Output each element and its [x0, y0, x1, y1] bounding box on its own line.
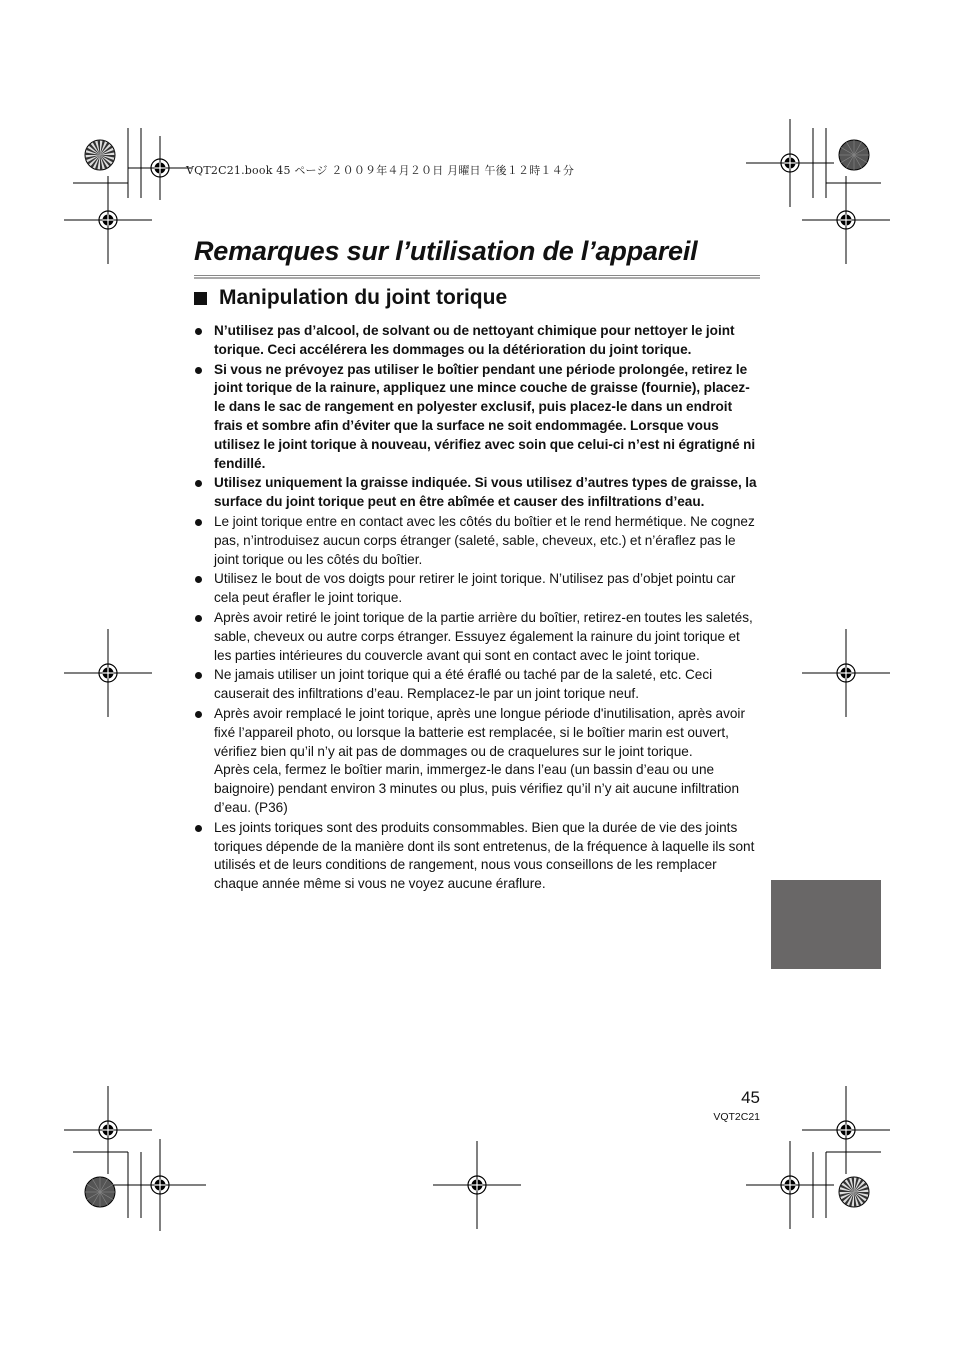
registration-disc-icon	[839, 140, 869, 170]
bullet-icon	[195, 825, 202, 832]
bullet-icon	[195, 328, 202, 335]
list-item-text: Utilisez le bout de vos doigts pour retirer le joint torique. N’utilisez pas d’objet pointu car cela peut érafler le joint torique.	[214, 571, 736, 606]
crosshair-icon	[433, 1141, 521, 1229]
crosshair-icon	[802, 1086, 890, 1174]
crosshair-icon	[64, 629, 152, 717]
list-item-text: Utilisez uniquement la graisse indiquée. Si vous utilisez d’autres types de graisse, la surface du joint torique peut en être abîmée et causer des infiltrations d’eau.	[214, 475, 757, 510]
list-item	[194, 322, 760, 360]
title-rule	[194, 275, 760, 279]
list-item	[194, 609, 760, 665]
crosshair-icon	[802, 629, 890, 717]
list-item	[194, 513, 760, 569]
list-item-text: Le joint torique entre en contact avec les côtés du boîtier et le rend hermétique. Ne cognez pas, n’introduisez aucun corps étranger (saleté, sable, cheveux, etc.) et n’éraflez pas le joint torique ou les côtés du boîtier.	[214, 513, 755, 567]
list-item-text: Après avoir retiré le joint torique de la partie arrière du boîtier, retirez-en toutes les saletés, sable, cheveux ou autre corps étranger. Essuyez également la rainure du joint torique et les parties intérieures du couvercle avant qui sont en contact avec le joint torique.	[214, 609, 753, 663]
section-heading-text: Manipulation du joint torique	[219, 286, 508, 309]
bullet-icon	[195, 576, 202, 583]
list-item	[194, 570, 760, 608]
crosshair-icon	[64, 176, 152, 264]
list-item-text: Les joints toriques sont des produits consommables. Bien que la durée de vie des joints toriques dépende de la manière dont ils sont entretenus, de la fréquence à laquelle ils sont utilisés et de leurs conditions de rangement, nous vous conseillons de les remplacer chaque année même si vous ne voyez aucune éraflure.	[214, 819, 755, 892]
list-item	[194, 819, 760, 894]
page-number: 45	[741, 1088, 760, 1107]
bullet-icon	[195, 672, 202, 679]
bullet-icon	[195, 711, 202, 718]
bullet-icon	[195, 519, 202, 526]
list-item-text: Si vous ne prévoyez pas utiliser le boîtier pendant une période prolongée, retirez le joint torique de la rainure, appliquez une mince couche de graisse (fournie), placez-le dans le sac de rangement en polyester exclusif, puis placez-le dans un endroit frais et sombre afin d’éviter que la surface ne soit endommagée. Lorsque vous utilisez le joint torique à nouveau, vérifiez avec soin que celui-ci n’est ni égratigné ni fendillé.	[214, 361, 756, 471]
crosshair-icon	[128, 136, 192, 200]
bullet-icon	[195, 367, 202, 374]
bullet-icon	[195, 480, 202, 487]
crosshair-icon	[64, 1086, 152, 1174]
list-item	[194, 705, 760, 818]
list-item	[194, 361, 760, 474]
registration-disc-icon	[85, 1177, 115, 1207]
crosshair-icon	[746, 119, 834, 207]
list-item-text: Ne jamais utiliser un joint torique qui a été éraflé ou taché par de la saleté, etc. Ceci causerait des infiltrations d’eau. Remplacez-le par un joint torique neuf.	[214, 667, 713, 702]
section-side-tab	[771, 880, 881, 969]
crosshair-icon	[746, 1141, 834, 1229]
print-header: VQT2C21.book 45 ページ ２００９年４月２０日 月曜日 午後１２時１４分	[186, 164, 575, 177]
section-heading	[194, 286, 507, 310]
list-item-continuation: Après cela, fermez le boîtier marin, immergez-le dans l’eau (un bassin d’eau ou une baignoire) pendant environ 3 minutes ou plus, puis vérifiez qu’il n’y ait aucune infiltration d’eau. (P36)	[214, 762, 740, 815]
list-item-text: Après avoir remplacé le joint torique, après une longue période d'inutilisation, après avoir fixé l’appareil photo, ou lorsque la batterie est remplacée, si le boîtier marin est ouvert, vérifiez bien qu’il n’y ait pas de dommages ou de craquelures sur le joint torique.	[214, 705, 745, 759]
bullet-icon	[195, 615, 202, 622]
filled-square-icon	[194, 292, 207, 305]
page-title: Remarques sur l’utilisation de l’appareil	[194, 236, 698, 266]
list-item	[194, 666, 760, 704]
list-item	[194, 474, 760, 512]
starburst-icon	[85, 140, 115, 170]
list-item-text: N’utilisez pas d’alcool, de solvant ou de nettoyant chimique pour nettoyer le joint torique. Ceci accélérera les dommages ou la détérioration du joint torique.	[214, 323, 735, 357]
document-code: VQT2C21	[713, 1111, 760, 1123]
starburst-icon	[839, 1177, 869, 1207]
bullet-list	[194, 322, 760, 895]
crosshair-icon	[802, 176, 890, 264]
